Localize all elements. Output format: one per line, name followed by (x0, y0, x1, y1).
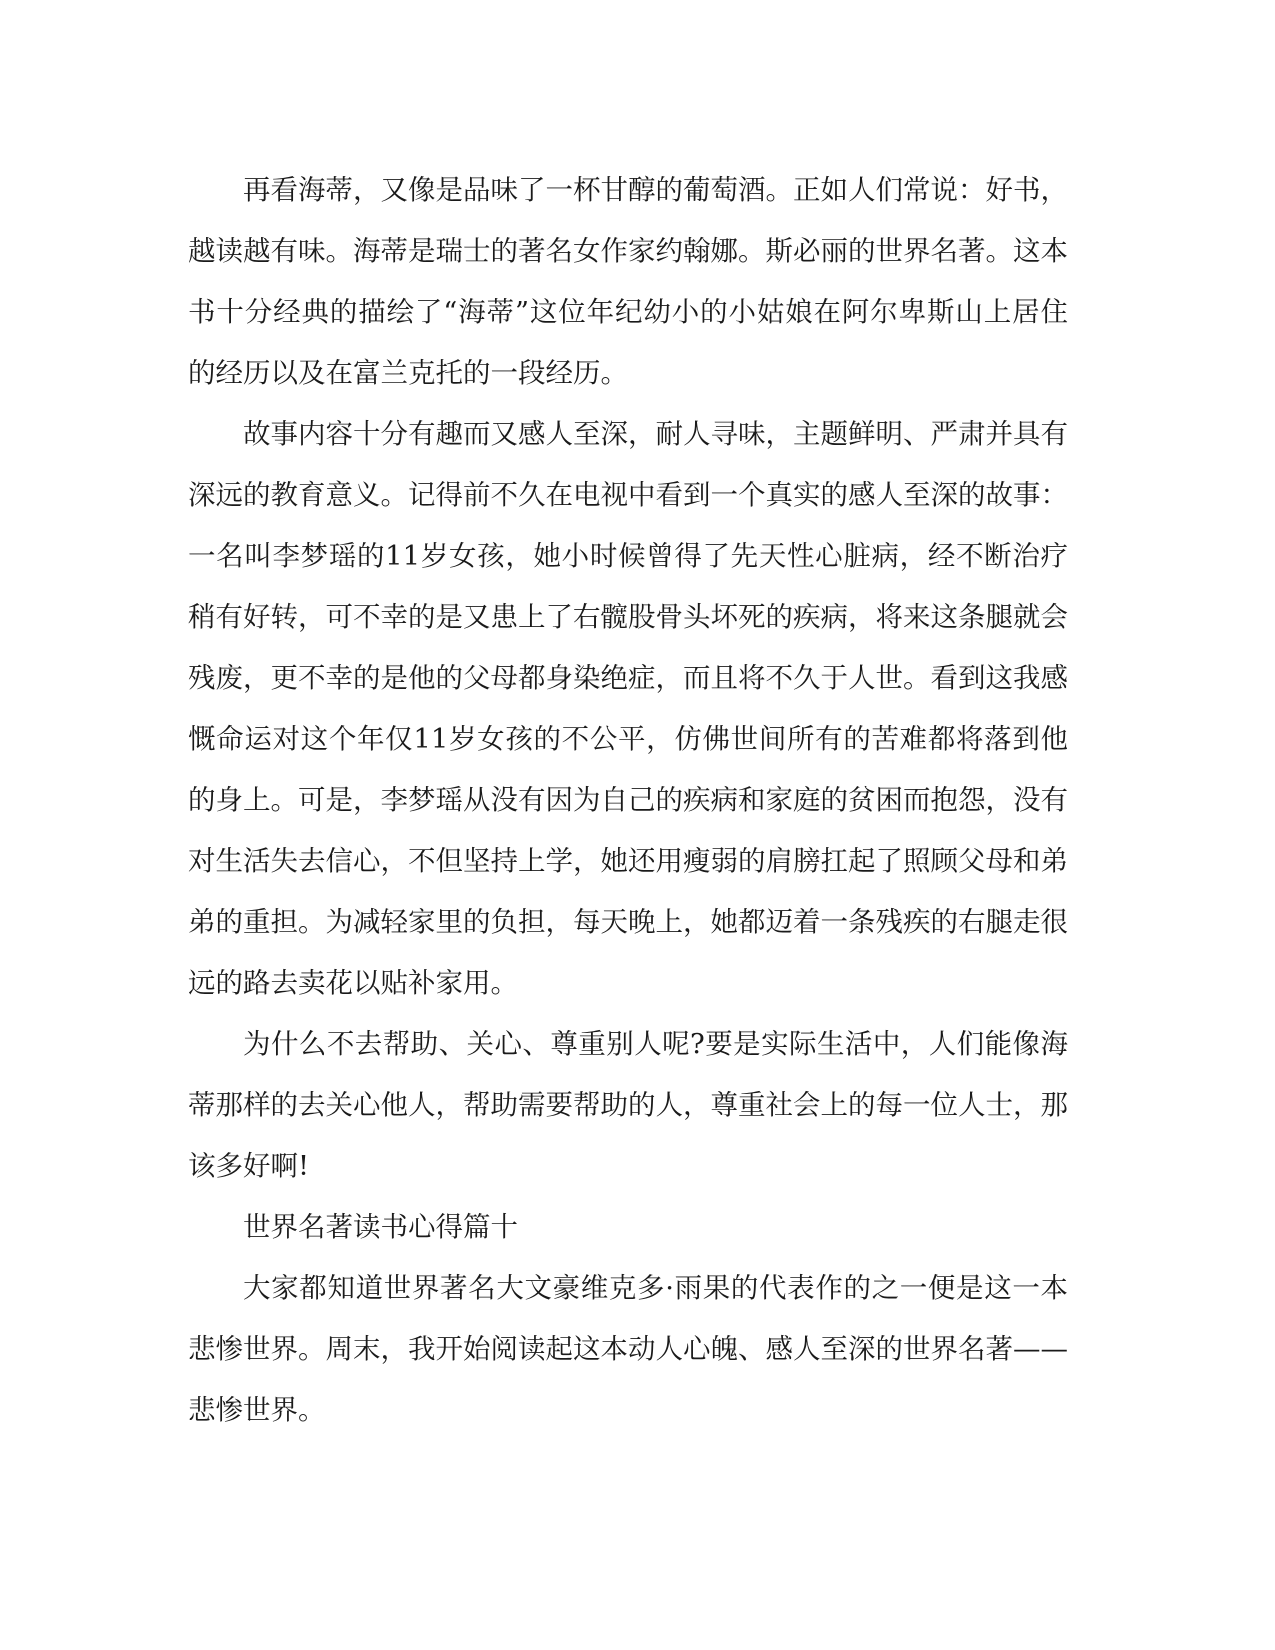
paragraph-li-mengyao-story: 故事内容十分有趣而又感人至深，耐人寻味，主题鲜明、严肃并具有深远的教育意义。记得前不久在电视中看到一个真实的感人至深的故事：一名叫李梦瑶的11岁女孩，她小时候曾得了先天性心脏病，经不断治疗稍有好转，可不幸的是又患上了右髋股骨头坏死的疾病，将来这条腿就会残废，更不幸的是他的父母都身染绝症，而且将不久于人世。看到这我感慨命运对这个年仅11岁女孩的不公平，仿佛世间所有的苦难都将落到他的身上。可是，李梦瑶从没有因为自己的疾病和家庭的贫困而抱怨，没有对生活失去信心，不但坚持上学，她还用瘦弱的肩膀扛起了照顾父母和弟弟的重担。为减轻家里的负担，每天晚上，她都迈着一条残疾的右腿走很远的路去卖花以贴补家用。 (188, 418, 1068, 999)
section-heading: 世界名著读书心得篇十 (243, 1211, 518, 1243)
paragraph-help-others: 为什么不去帮助、关心、尊重别人呢?要是实际生活中，人们能像海蒂那样的去关心他人，帮助需要帮助的人，尊重社会上的每一位人士，那该多好啊! (188, 1028, 1068, 1182)
document-body (188, 160, 1068, 1441)
paragraph-heidi-wine: 再看海蒂，又像是品味了一杯甘醇的葡萄酒。正如人们常说：好书，越读越有味。海蒂是瑞士的著名女作家约翰娜。斯必丽的世界名著。这本书十分经典的描绘了“海蒂”这位年纪幼小的小姑娘在阿尔卑斯山上居住的经历以及在富兰克托的一段经历。 (188, 174, 1068, 389)
paragraph-les-miserables: 大家都知道世界著名大文豪维克多·雨果的代表作的之一便是这一本悲惨世界。周末，我开始阅读起这本动人心魄、感人至深的世界名著——悲惨世界。 (188, 1272, 1068, 1426)
